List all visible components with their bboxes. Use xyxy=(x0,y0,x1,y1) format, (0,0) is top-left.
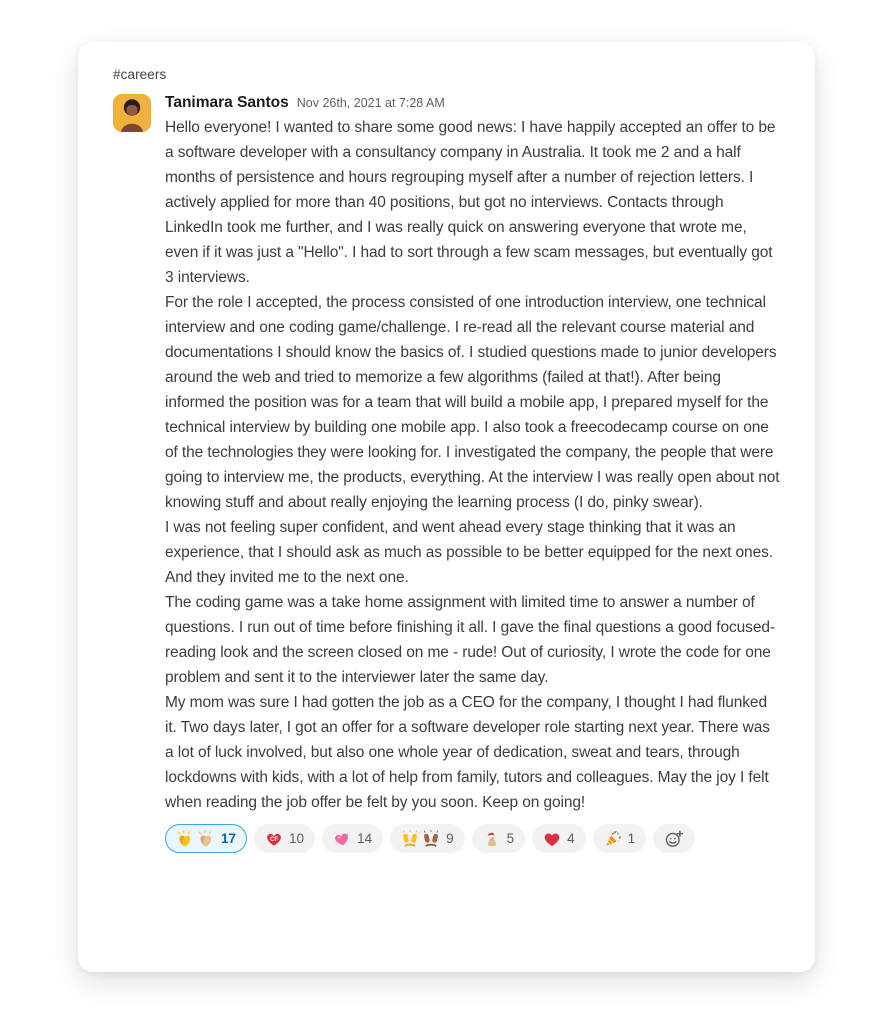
add-reaction-button[interactable] xyxy=(653,824,695,853)
message-row xyxy=(113,94,780,853)
add-reaction-icon xyxy=(664,829,684,849)
avatar[interactable] xyxy=(113,94,151,132)
reaction-count: 10 xyxy=(289,831,305,846)
reaction-count: 17 xyxy=(221,831,237,846)
reaction-count: 1 xyxy=(627,831,636,846)
santa-hat-hands-icon xyxy=(483,830,501,848)
clap-yellow-icon xyxy=(176,830,194,848)
raised-hands-brown-icon xyxy=(422,830,440,848)
message-paragraph: The coding game was a take home assignment with limited time to answer a number of questions. I run out of time before finishing it all. I gave the final questions a good focused-reading look and the screen closed on me - rude! Out of curiosity, I wrote the code for one problem and sent it to the interviewer later the same day. xyxy=(165,594,775,686)
message-paragraph: My mom was sure I had gotten the job as a CEO for the company, I thought I had flunked it. Two days later, I got an offer for a software developer role starting next year. There was a lot of luck involved, but also one whole year of dedication, sweat and tears, through lockdowns with kids, with a lot of help from family, tutors and colleagues. May the joy I felt when reading the job offer be felt by you soon. Keep on going! xyxy=(165,694,770,811)
reaction-santa-hat-hands[interactable] xyxy=(472,824,526,853)
message-meta xyxy=(165,94,780,112)
reactions-bar xyxy=(165,824,780,853)
message-body xyxy=(165,115,780,815)
message-column xyxy=(165,94,780,853)
message-paragraph: Hello everyone! I wanted to share some good news: I have happily accepted an offer to be a software developer with a consultancy company in Australia. It took me 2 and a half months of persistence and hours regrouping myself after a number of rejection letters. I actively applied for more than 40 positions, but got no interviews. Contacts through LinkedIn took me further, and I was really quick on answering everyone that wrote me, even if it was just a "Hello". I had to sort through a few scam messages, but eventually got 3 interviews. xyxy=(165,119,776,286)
party-popper-icon xyxy=(604,830,622,848)
message-timestamp[interactable]: Nov 26th, 2021 at 7:28 AM xyxy=(296,96,445,110)
message-paragraph: For the role I accepted, the process consisted of one introduction interview, one technical interview and one coding game/challenge. I re-read all the relevant course material and documentations I should know the basics of. I studied questions made to junior developers around the web and tried to memorize a few algorithms (failed at that!). After being informed the position was for a team that will build a mobile app, I prepared myself for the technical interview by building one mobile app. I also took a freecodecamp course on one of the technologies they were looking for. I investigated the company, the people that were going to interview me, the products, everything. At the interview I was really open about not knowing stuff and about really enjoying the learning process (I do, pinky swear). xyxy=(165,294,780,511)
reaction-red-heart[interactable] xyxy=(532,824,586,853)
avatar-image xyxy=(113,94,151,132)
reaction-party-popper[interactable] xyxy=(593,824,647,853)
reaction-sparkling-heart[interactable] xyxy=(322,824,383,853)
channel-name[interactable]: #careers xyxy=(113,67,167,82)
red-heart-icon xyxy=(543,830,561,848)
reaction-clapping-hands[interactable] xyxy=(165,824,247,853)
reaction-cf-heart[interactable] xyxy=(254,824,315,853)
reaction-count: 5 xyxy=(506,831,515,846)
message-card xyxy=(78,42,815,972)
reaction-raised-hands[interactable] xyxy=(390,824,465,853)
sparkling-heart-icon xyxy=(333,830,351,848)
svg-text:CF: CF xyxy=(270,836,279,843)
raised-hands-yellow-icon xyxy=(401,830,419,848)
cf-heart-icon xyxy=(265,830,283,848)
reaction-count: 14 xyxy=(357,831,373,846)
message-paragraph: I was not feeling super confident, and went ahead every stage thinking that it was an experience, that I should ask as much as possible to be better equipped for the next ones. And they invited me to the next one. xyxy=(165,519,773,586)
clap-light-skin-icon xyxy=(197,830,215,848)
reaction-count: 9 xyxy=(446,831,454,846)
author-name[interactable]: Tanimara Santos xyxy=(165,94,289,111)
reaction-count: 4 xyxy=(567,831,575,846)
